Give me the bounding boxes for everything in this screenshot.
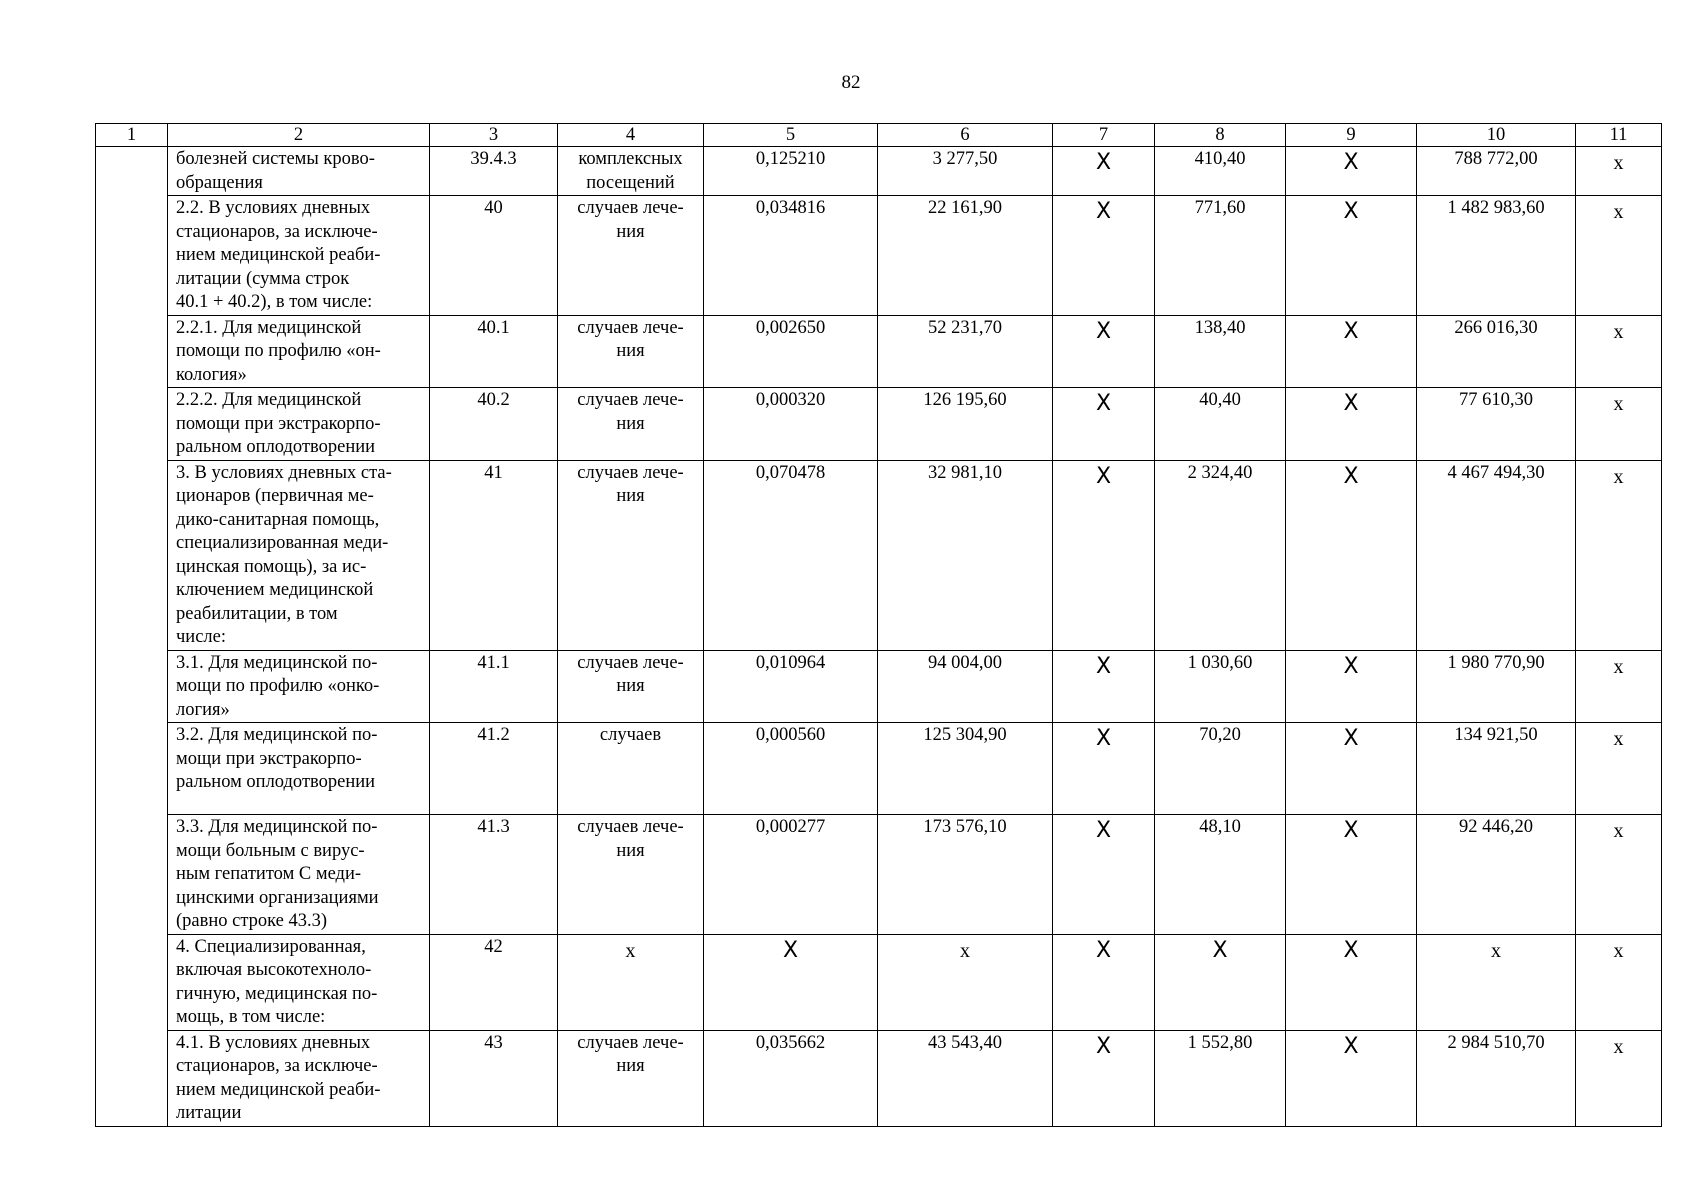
row-c11-cell <box>1576 1030 1662 1126</box>
row-c10-cell: 2 984 510,70 <box>1417 1030 1576 1126</box>
cross-mark: X <box>1095 199 1112 224</box>
cross-mark: X <box>1095 1033 1112 1059</box>
row-c6-cell: 43 543,40 <box>878 1030 1053 1126</box>
cell-line: нием медицинской реаби- <box>176 1079 381 1100</box>
cell-line: ния <box>616 341 645 361</box>
header-cell: 4 <box>558 124 704 147</box>
row-c8-cell: 2 324,40 <box>1155 460 1286 650</box>
row-c7-cell <box>1053 460 1155 650</box>
header-cell: 7 <box>1053 124 1155 147</box>
cross-mark: X <box>1212 937 1228 963</box>
header-cell: 8 <box>1155 124 1286 147</box>
cross-mark: X <box>782 937 799 963</box>
cell-line: случаев лече- <box>577 390 684 410</box>
cross-mark: x <box>1613 1035 1624 1058</box>
cell-line: 3.3. Для медицинской по- <box>176 817 378 837</box>
row-empty-cell <box>96 460 168 650</box>
cross-mark: x <box>1491 939 1501 962</box>
cell-line: включая высокотехноло- <box>176 960 372 980</box>
cross-mark: X <box>1343 463 1359 489</box>
cross-mark: X <box>1095 318 1112 344</box>
row-unit-cell <box>558 723 704 815</box>
cell-line: гичную, медицинская по- <box>176 983 378 1004</box>
cell-line: 4. Специализированная, <box>176 936 366 957</box>
header-cell: 1 <box>96 124 168 147</box>
row-c5-cell: 0,125210 <box>704 147 878 196</box>
row-c10-cell: 1 482 983,60 <box>1417 196 1576 316</box>
cell-line: 40.1 + 40.2), в том числе: <box>176 292 373 312</box>
row-c7-cell <box>1053 147 1155 196</box>
row-name-cell <box>168 650 430 723</box>
cross-mark: X <box>1095 937 1112 963</box>
row-c7-cell <box>1053 1030 1155 1126</box>
row-code-cell: 40.1 <box>430 315 558 388</box>
row-c7-cell <box>1053 196 1155 316</box>
row-c11-cell <box>1576 315 1662 388</box>
cell-line: обращения <box>176 172 263 193</box>
row-code-cell: 40 <box>430 196 558 316</box>
cell-line: ключением медицинской <box>176 580 374 600</box>
row-unit-cell <box>558 388 704 461</box>
table-row <box>96 934 1662 1030</box>
row-c7-cell <box>1053 815 1155 935</box>
row-unit-cell <box>558 196 704 316</box>
cross-mark: X <box>1343 199 1359 224</box>
row-c8-cell: 410,40 <box>1155 147 1286 196</box>
cross-mark: x <box>1613 201 1624 223</box>
cross-mark: x <box>1613 465 1624 488</box>
table-row <box>96 650 1662 723</box>
cross-mark: x <box>1613 820 1624 842</box>
row-c9-cell <box>1286 388 1417 461</box>
cross-mark: X <box>1095 726 1112 751</box>
row-name-cell <box>168 723 430 815</box>
cell-line: (равно строке 43.3) <box>176 911 328 931</box>
row-empty-cell <box>96 196 168 316</box>
cell-line: помощи при экстракорпо- <box>176 413 381 434</box>
row-unit-cell <box>558 147 704 196</box>
row-c9-cell <box>1286 196 1417 316</box>
row-name-cell <box>168 196 430 316</box>
row-code-cell: 41.3 <box>430 815 558 935</box>
row-c8-cell: 1 552,80 <box>1155 1030 1286 1126</box>
header-cell: 9 <box>1286 124 1417 147</box>
row-c8-cell: 771,60 <box>1155 196 1286 316</box>
cell-line: цинскими организациями <box>176 887 379 908</box>
row-name-cell <box>168 815 430 935</box>
row-c9-cell <box>1286 1030 1417 1126</box>
cross-mark: X <box>1343 937 1359 963</box>
cross-mark: x <box>1613 152 1624 174</box>
row-c5-cell <box>704 934 878 1030</box>
cell-line: ния <box>616 676 645 696</box>
cell-line: случаев лече- <box>577 1032 684 1053</box>
row-name-cell <box>168 934 430 1030</box>
row-c10-cell: 4 467 494,30 <box>1417 460 1576 650</box>
cross-mark: x <box>1613 393 1624 415</box>
row-unit-cell <box>558 1030 704 1126</box>
row-empty-cell <box>96 315 168 388</box>
cross-mark: x <box>1613 655 1624 678</box>
table-row <box>96 723 1662 815</box>
cell-line: случаев лече- <box>577 198 684 218</box>
row-c6-cell: 32 981,10 <box>878 460 1053 650</box>
header-cell: 6 <box>878 124 1053 147</box>
cell-line: стационаров, за исключе- <box>176 221 378 242</box>
row-c5-cell: 0,034816 <box>704 196 878 316</box>
cell-line: 2.2.1. Для медицинской <box>176 317 362 338</box>
cell-line: ния <box>616 221 645 242</box>
cell-line: ния <box>616 1056 645 1076</box>
tariff-table <box>95 123 1662 1127</box>
row-c7-cell <box>1053 650 1155 723</box>
cross-mark: X <box>1343 150 1359 175</box>
row-code-cell: 39.4.3 <box>430 147 558 196</box>
cell-line: ционаров (первичная ме- <box>176 486 374 506</box>
row-name-cell <box>168 147 430 196</box>
cell-line: случаев лече- <box>577 817 684 837</box>
row-c6-cell: 52 231,70 <box>878 315 1053 388</box>
row-c11-cell <box>1576 460 1662 650</box>
row-c7-cell <box>1053 388 1155 461</box>
row-c6-cell: 173 576,10 <box>878 815 1053 935</box>
header-cell: 2 <box>168 124 430 147</box>
cross-mark: x <box>625 939 636 962</box>
row-c6-cell: 126 195,60 <box>878 388 1053 461</box>
cell-line: ральном оплодотворении <box>176 437 376 457</box>
row-empty-cell <box>96 934 168 1030</box>
row-c11-cell <box>1576 147 1662 196</box>
cross-mark: X <box>1343 391 1359 416</box>
cell-line: 3. В условиях дневных ста- <box>176 462 392 483</box>
header-cell: 5 <box>704 124 878 147</box>
table-row <box>96 815 1662 935</box>
header-cell: 10 <box>1417 124 1576 147</box>
cross-mark: X <box>1343 318 1359 344</box>
row-name-cell <box>168 388 430 461</box>
cell-line: случаев лече- <box>577 317 684 338</box>
row-c10-cell: 92 446,20 <box>1417 815 1576 935</box>
cell-line: мощи при экстракорпо- <box>176 748 362 769</box>
cell-line: литации (сумма строк <box>176 268 350 289</box>
cell-line: литации <box>176 1103 242 1123</box>
row-c6-cell: 94 004,00 <box>878 650 1053 723</box>
page-number: 82 <box>841 72 861 93</box>
cell-line: случаев лече- <box>577 462 684 483</box>
cell-line: ным гепатитом С меди- <box>176 864 362 884</box>
cross-mark: x <box>1613 728 1624 750</box>
row-c10-cell: 1 980 770,90 <box>1417 650 1576 723</box>
row-c9-cell <box>1286 815 1417 935</box>
row-c8-cell <box>1155 934 1286 1030</box>
row-c10-cell <box>1417 934 1576 1030</box>
table-row <box>96 196 1662 316</box>
row-c11-cell <box>1576 650 1662 723</box>
row-c10-cell: 134 921,50 <box>1417 723 1576 815</box>
table-row <box>96 460 1662 650</box>
row-c7-cell <box>1053 315 1155 388</box>
row-c8-cell: 1 030,60 <box>1155 650 1286 723</box>
row-c5-cell: 0,035662 <box>704 1030 878 1126</box>
cell-line: ния <box>616 840 645 861</box>
row-c10-cell: 266 016,30 <box>1417 315 1576 388</box>
row-c8-cell: 40,40 <box>1155 388 1286 461</box>
row-c11-cell <box>1576 934 1662 1030</box>
header-cell: 11 <box>1576 124 1662 147</box>
cell-line: логия» <box>176 699 230 720</box>
cross-mark: X <box>1343 653 1359 679</box>
row-c5-cell: 0,002650 <box>704 315 878 388</box>
table-row <box>96 1030 1662 1126</box>
row-c9-cell <box>1286 650 1417 723</box>
cell-line: мощи по профилю «онко- <box>176 676 380 696</box>
cell-line: 2.2. В условиях дневных <box>176 198 371 218</box>
row-c7-cell <box>1053 934 1155 1030</box>
cross-mark: x <box>1613 939 1624 962</box>
cell-line: числе: <box>176 627 226 647</box>
table-header-row <box>96 124 1662 147</box>
cell-line: нием медицинской реаби- <box>176 245 381 265</box>
cell-line: ральном оплодотворении <box>176 772 376 792</box>
cell-line: специализированная меди- <box>176 533 389 553</box>
row-c9-cell <box>1286 147 1417 196</box>
table-row <box>96 147 1662 196</box>
row-c9-cell <box>1286 934 1417 1030</box>
row-c5-cell: 0,070478 <box>704 460 878 650</box>
row-c5-cell: 0,000277 <box>704 815 878 935</box>
cell-line: мощь, в том числе: <box>176 1007 326 1027</box>
row-name-cell <box>168 1030 430 1126</box>
row-name-cell <box>168 315 430 388</box>
row-c10-cell: 77 610,30 <box>1417 388 1576 461</box>
row-empty-cell <box>96 1030 168 1126</box>
row-code-cell: 41.1 <box>430 650 558 723</box>
header-cell: 3 <box>430 124 558 147</box>
row-c10-cell: 788 772,00 <box>1417 147 1576 196</box>
row-unit-cell <box>558 315 704 388</box>
cell-line: случаев <box>599 725 662 745</box>
cell-line: кология» <box>176 364 247 385</box>
cross-mark: x <box>960 939 970 962</box>
table-row <box>96 388 1662 461</box>
row-unit-cell <box>558 815 704 935</box>
cell-line: 3.1. Для медицинской по- <box>176 652 378 673</box>
row-c8-cell: 70,20 <box>1155 723 1286 815</box>
row-c11-cell <box>1576 723 1662 815</box>
row-name-cell <box>168 460 430 650</box>
row-c9-cell <box>1286 460 1417 650</box>
row-c6-cell: 3 277,50 <box>878 147 1053 196</box>
cell-line: ния <box>616 486 645 506</box>
cross-mark: x <box>1613 320 1624 343</box>
cell-line: 2.2.2. Для медицинской <box>176 390 362 410</box>
row-c6-cell: 22 161,90 <box>878 196 1053 316</box>
row-c5-cell: 0,010964 <box>704 650 878 723</box>
table-row <box>96 315 1662 388</box>
cell-line: 3.2. Для медицинской по- <box>176 725 378 745</box>
cell-line: 4.1. В условиях дневных <box>176 1032 371 1053</box>
row-c7-cell <box>1053 723 1155 815</box>
row-c9-cell <box>1286 315 1417 388</box>
cross-mark: X <box>1095 391 1112 416</box>
cell-line: дико-санитарная помощь, <box>176 509 380 530</box>
row-code-cell: 41 <box>430 460 558 650</box>
cell-line: реабилитации, в том <box>176 603 338 624</box>
cell-line: комплексных <box>578 149 683 169</box>
cross-mark: X <box>1343 726 1359 751</box>
row-unit-cell <box>558 650 704 723</box>
cell-line: стационаров, за исключе- <box>176 1056 378 1076</box>
row-empty-cell <box>96 650 168 723</box>
cell-line: ния <box>616 413 645 434</box>
row-empty-cell <box>96 388 168 461</box>
row-empty-cell <box>96 723 168 815</box>
row-c6-cell: 125 304,90 <box>878 723 1053 815</box>
row-c8-cell: 138,40 <box>1155 315 1286 388</box>
row-code-cell: 43 <box>430 1030 558 1126</box>
row-empty-cell <box>96 815 168 935</box>
row-empty-cell <box>96 147 168 196</box>
row-c8-cell: 48,10 <box>1155 815 1286 935</box>
row-unit-cell <box>558 934 704 1030</box>
cell-line: посещений <box>586 172 675 193</box>
cell-line: помощи по профилю «он- <box>176 341 381 361</box>
row-c11-cell <box>1576 388 1662 461</box>
row-c5-cell: 0,000320 <box>704 388 878 461</box>
cross-mark: X <box>1343 1033 1359 1059</box>
cross-mark: X <box>1095 150 1112 175</box>
row-c5-cell: 0,000560 <box>704 723 878 815</box>
row-code-cell: 40.2 <box>430 388 558 461</box>
cross-mark: X <box>1095 463 1112 489</box>
row-unit-cell <box>558 460 704 650</box>
cell-line: мощи больным с вирус- <box>176 840 365 861</box>
cell-line: цинская помощь), за ис- <box>176 556 367 577</box>
cross-mark: X <box>1343 818 1359 843</box>
row-code-cell: 41.2 <box>430 723 558 815</box>
row-c11-cell <box>1576 815 1662 935</box>
row-code-cell: 42 <box>430 934 558 1030</box>
cross-mark: X <box>1095 653 1112 679</box>
row-c6-cell <box>878 934 1053 1030</box>
row-c9-cell <box>1286 723 1417 815</box>
cross-mark: X <box>1095 818 1112 843</box>
cell-line: болезней системы крово- <box>176 149 375 169</box>
cell-line: случаев лече- <box>577 652 684 673</box>
row-c11-cell <box>1576 196 1662 316</box>
